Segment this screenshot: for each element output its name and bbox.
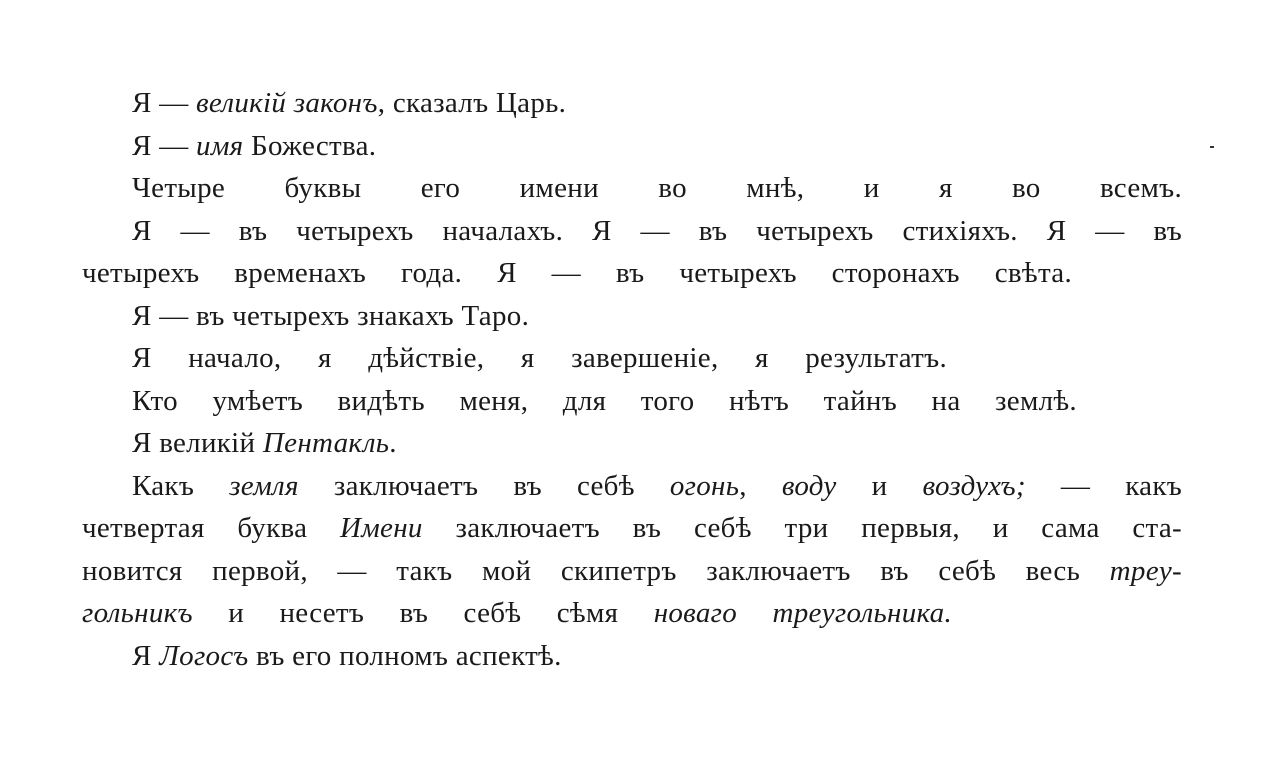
- text-line-12: новится первой, — такъ мой скипетръ заключаетъ въ себѣ весь треу-: [82, 554, 1182, 587]
- text-line-9: Я великій Пентакль.: [132, 427, 397, 459]
- text-line-14: Я Логосъ въ его полномъ аспектѣ.: [132, 639, 562, 672]
- body-text: [82, 82, 1182, 677]
- text-line-7: Я начало, я дѣйствіе, я завершеніе, я результатъ.: [132, 342, 947, 374]
- ink-speck: [1210, 146, 1214, 148]
- text-line-11: четвертая буква Имени заключаетъ въ себѣ три первыя, и сама ста-: [82, 512, 1182, 544]
- text-line-8: Кто умѣетъ видѣть меня, для того нѣтъ тайнъ на землѣ.: [132, 384, 1077, 417]
- text-line-2: Я — имя Божества.: [132, 129, 377, 162]
- text-line-6: Я — въ четырехъ знакахъ Таро.: [132, 299, 530, 332]
- text-line-13: гольникъ и несетъ въ себѣ сѣмя новаго треугольника.: [82, 597, 952, 629]
- text-line-5: четырехъ временахъ года. Я — въ четырехъ сторонахъ свѣта.: [82, 257, 1072, 289]
- text-line-10: Какъ земля заключаетъ въ себѣ огонь, воду и воздухъ; — какъ: [132, 469, 1183, 502]
- text-line-3: Четыре буквы его имени во мнѣ, и я во всемъ.: [132, 172, 1182, 204]
- text-line-4: Я — въ четырехъ началахъ. Я — въ четырехъ стихіяхъ. Я — въ: [132, 214, 1182, 247]
- text-line-1: Я — великій законъ, сказалъ Царь.: [132, 87, 567, 119]
